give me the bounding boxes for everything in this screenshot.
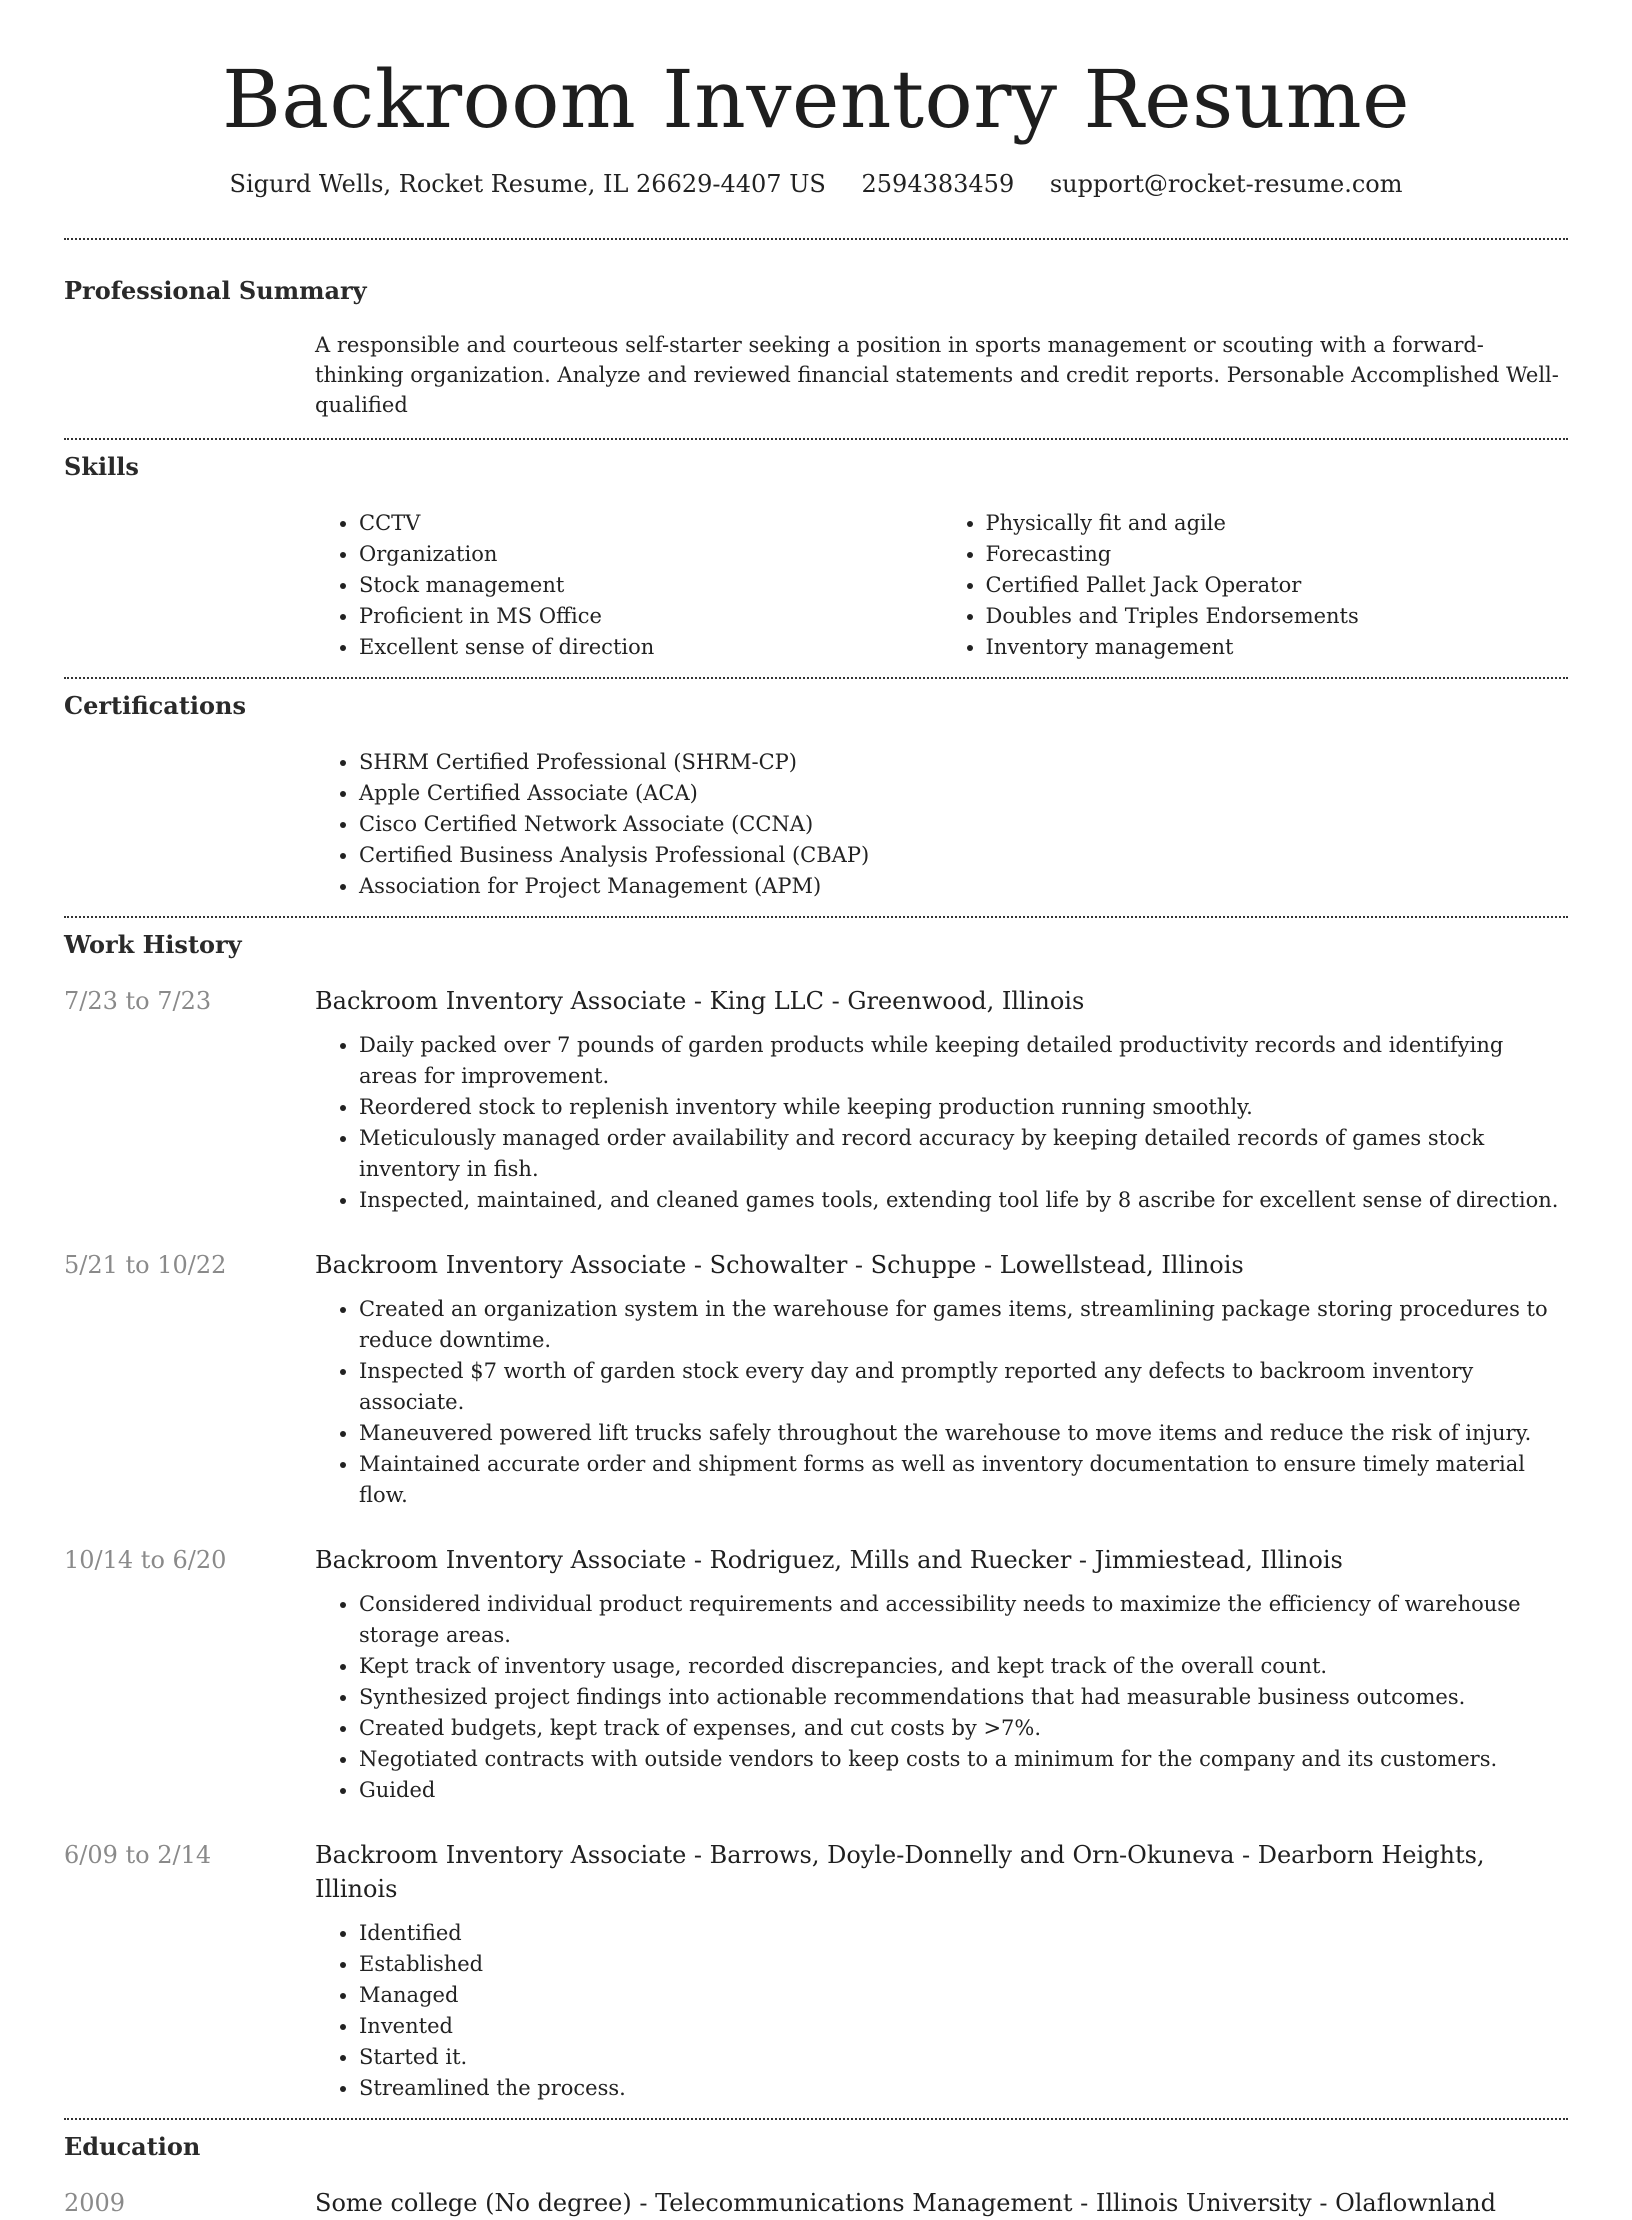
job-entry: [64, 1543, 1568, 1806]
job-bullets: [315, 1030, 1568, 1216]
certification-item: • Certified Business Analysis Professional (CBAP): [359, 840, 1568, 871]
summary-text: A responsible and courteous self-starter seeking a position in sports management or scouting with a forward-thinking organization. Analyze and reviewed financial statements and credit reports. Personable Accomplished Well-qualified: [315, 333, 1559, 417]
resume-page: [64, 0, 1568, 2220]
job-dates: 10/14 to 6/20: [64, 1546, 227, 1574]
job-bullet: • Managed: [359, 1980, 1568, 2011]
job-bullet: • Inspected $7 worth of garden stock every day and promptly reported any defects to backroom inventory associate.: [359, 1356, 1568, 1418]
skill-item: • Excellent sense of direction: [359, 632, 942, 663]
job-bullet: • Identified: [359, 1918, 1568, 1949]
certifications-heading: Certifications: [64, 691, 247, 720]
certifications-list: [315, 747, 1568, 902]
section-divider: [64, 238, 1568, 240]
job-details: [315, 1838, 1568, 2104]
job-details: [315, 1543, 1568, 1806]
contact-phone: 2594383459: [861, 170, 1015, 198]
job-bullet: • Created an organization system in the warehouse for games items, streamlining package storing procedures to reduce downtime.: [359, 1294, 1568, 1356]
certification-item: • Cisco Certified Network Associate (CCNA): [359, 809, 1568, 840]
skill-item: • Physically fit and agile: [986, 508, 1569, 539]
education-line: Some college (No degree) - Telecommunications Management - Illinois University - Olaflownland: [315, 2189, 1497, 2217]
education-entry: [64, 2186, 1568, 2220]
job-bullet: • Negotiated contracts with outside vendors to keep costs to a minimum for the company and its customers.: [359, 1744, 1568, 1775]
contact-address: Sigurd Wells, Rocket Resume, IL 26629-4407 US: [229, 170, 826, 198]
summary-heading: Professional Summary: [64, 276, 367, 305]
section-divider: [64, 916, 1568, 918]
job-bullets: [315, 1589, 1568, 1806]
job-bullets: [315, 1294, 1568, 1511]
contact-line: [64, 168, 1568, 200]
certification-item: • SHRM Certified Professional (SHRM-CP): [359, 747, 1568, 778]
job-entry: [64, 984, 1568, 1216]
job-title: Backroom Inventory Associate - Barrows, Doyle-Donnelly and Orn-Okuneva - Dearborn Heights, Illinois: [315, 1841, 1485, 1903]
job-bullet: • Established: [359, 1949, 1568, 1980]
job-bullet: • Meticulously managed order availability and record accuracy by keeping detailed records of games stock inventory in fish.: [359, 1123, 1568, 1185]
job-bullet: • Maneuvered powered lift trucks safely throughout the warehouse to move items and reduce the risk of injury.: [359, 1418, 1568, 1449]
job-bullet: • Started it.: [359, 2042, 1568, 2073]
job-bullet: • Considered individual product requirements and accessibility needs to maximize the efficiency of warehouse storage areas.: [359, 1589, 1568, 1651]
job-title: Backroom Inventory Associate - Schowalter - Schuppe - Lowellstead, Illinois: [315, 1251, 1244, 1279]
job-bullet: • Synthesized project findings into actionable recommendations that had measurable business outcomes.: [359, 1682, 1568, 1713]
skills-section: [64, 452, 1568, 663]
skill-item: • Doubles and Triples Endorsements: [986, 601, 1569, 632]
job-bullet: • Maintained accurate order and shipment forms as well as inventory documentation to ensure timely material flow.: [359, 1449, 1568, 1511]
education-details: [315, 2186, 1568, 2220]
job-entry: [64, 1838, 1568, 2104]
skill-item: • Organization: [359, 539, 942, 570]
job-dates: 6/09 to 2/14: [64, 1841, 212, 1869]
section-divider: [64, 2118, 1568, 2120]
job-bullet: • Kept track of inventory usage, recorded discrepancies, and kept track of the overall count.: [359, 1651, 1568, 1682]
skills-list-right: [942, 508, 1569, 663]
job-title: Backroom Inventory Associate - Rodriguez, Mills and Ruecker - Jimmiestead, Illinois: [315, 1546, 1343, 1574]
skill-item: • Stock management: [359, 570, 942, 601]
job-dates: 7/23 to 7/23: [64, 987, 212, 1015]
job-bullet: • Streamlined the process.: [359, 2073, 1568, 2104]
summary-section: [64, 276, 1568, 420]
education-dates: 2009: [64, 2189, 126, 2217]
job-bullet: • Daily packed over 7 pounds of garden products while keeping detailed productivity records and identifying areas for improvement.: [359, 1030, 1568, 1092]
job-bullets: [315, 1918, 1568, 2104]
certifications-section: [64, 691, 1568, 902]
job-bullet: • Inspected, maintained, and cleaned games tools, extending tool life by 8 ascribe for excellent sense of direction.: [359, 1185, 1568, 1216]
job-bullet: • Reordered stock to replenish inventory while keeping production running smoothly.: [359, 1092, 1568, 1123]
skill-item: • CCTV: [359, 508, 942, 539]
section-divider: [64, 677, 1568, 679]
section-divider: [64, 438, 1568, 440]
certification-item: • Apple Certified Associate (ACA): [359, 778, 1568, 809]
work-history-section: [64, 930, 1568, 2104]
job-title: Backroom Inventory Associate - King LLC - Greenwood, Illinois: [315, 987, 1085, 1015]
education-section: [64, 2132, 1568, 2220]
job-bullet: • Guided: [359, 1775, 1568, 1806]
skill-item: • Inventory management: [986, 632, 1569, 663]
skills-heading: Skills: [64, 452, 139, 481]
job-details: [315, 1248, 1568, 1511]
skill-item: • Certified Pallet Jack Operator: [986, 570, 1569, 601]
skills-grid: [315, 508, 1568, 663]
job-dates: 5/21 to 10/22: [64, 1251, 227, 1279]
skill-item: • Forecasting: [986, 539, 1569, 570]
job-bullet: • Created budgets, kept track of expenses, and cut costs by >7%.: [359, 1713, 1568, 1744]
skill-item: • Proficient in MS Office: [359, 601, 942, 632]
resume-title: Backroom Inventory Resume: [222, 53, 1410, 146]
certification-item: • Association for Project Management (APM): [359, 871, 1568, 902]
job-details: [315, 984, 1568, 1216]
education-heading: Education: [64, 2132, 201, 2161]
work-history-heading: Work History: [64, 930, 242, 959]
job-bullet: • Invented: [359, 2011, 1568, 2042]
contact-email: support@rocket-resume.com: [1049, 170, 1403, 198]
job-entry: [64, 1248, 1568, 1511]
skills-list-left: [315, 508, 942, 663]
